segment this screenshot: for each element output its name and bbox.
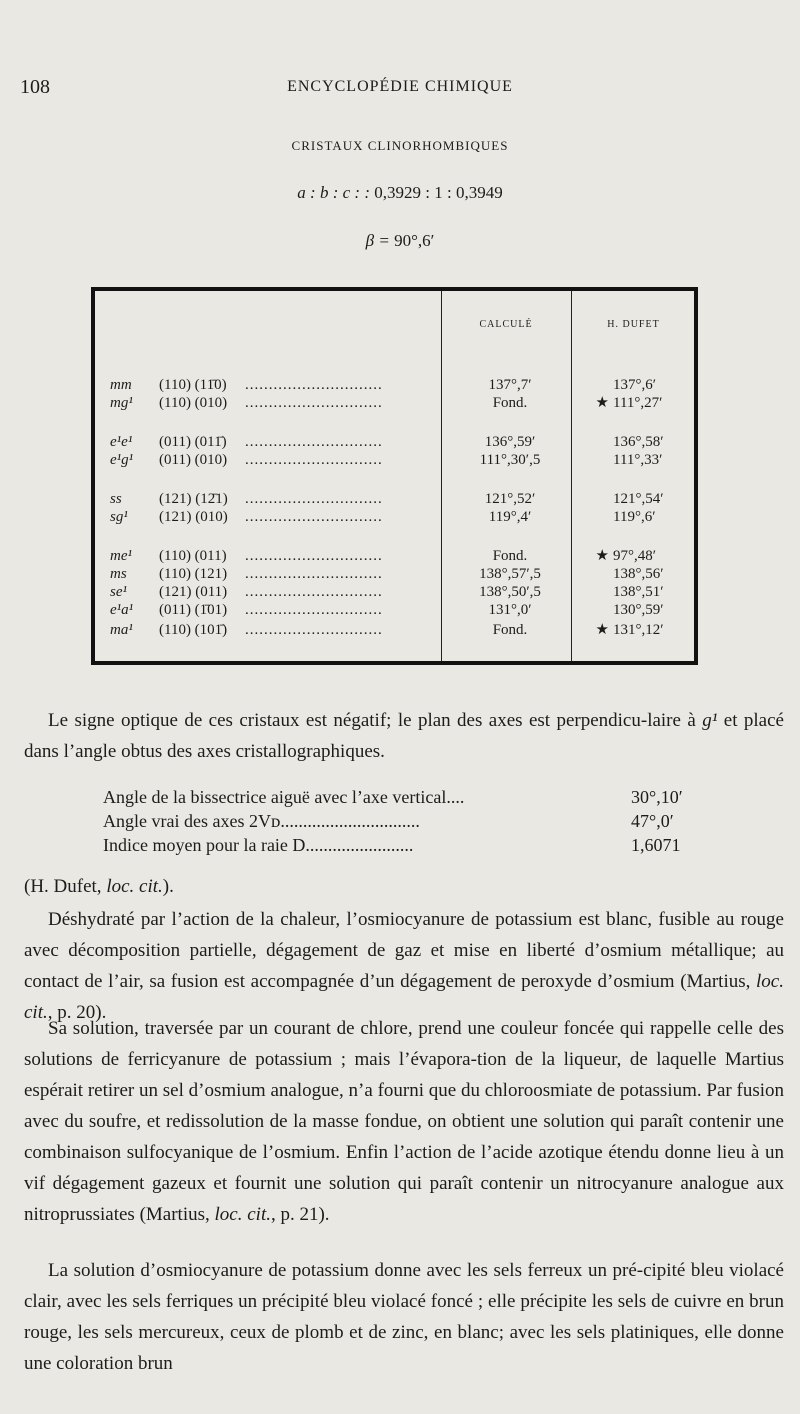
- cell-indices: (121) (010): [159, 509, 228, 525]
- cell-dufet: 138°,56′: [613, 566, 664, 582]
- p3-text-a: Sa solution, traversée par un courant de chlore, prend une couleur foncée qui rappelle celle des solutions de ferricyanure de potassium ; mais l’évapora-tion de la liqueur, de laquelle Martius espérait retirer un sel d’osmium analogue, n’a fourni que du chloroosmiate de potassium. Par fusion avec du soufre, et redissolution de la masse fondue, on obtient une solution qui paraît contenir une combinaison sulfocyanique de l’osmium. Enfin l’action de l’acide azotique étendu donne lieu à un vif dégagement gazeux et fournit une solution qui paraît contenir un nitrocyanure analogue aux nitroprussiates (Martius,: [24, 1018, 784, 1225]
- table-row: [95, 377, 695, 394]
- cell-indices: (110) (011): [159, 548, 227, 564]
- axial-ratio-label: a : b : c : :: [297, 183, 370, 202]
- p1-g1: g¹: [702, 710, 718, 731]
- cell-dufet: 97°,48′: [613, 548, 657, 564]
- cell-calcule: Fond.: [492, 548, 528, 564]
- cell-symbol: ss: [110, 491, 122, 507]
- section-title: CRISTAUX CLINORHOMBIQUES: [291, 138, 509, 153]
- p4-text: La solution d’osmiocyanure de potassium donne avec les sels ferreux un pré-cipité bleu violacé clair, avec les sels ferriques un précipité bleu violacé foncé ; elle précipite les sels de cuivre en brun rouge, les sels mercureux, ceux de plomb et de zinc, en blanc; avec les sels platiniques, elle donne une coloration brun: [24, 1260, 784, 1374]
- cell-calcule: 111°,30′,5: [479, 452, 541, 468]
- table-row: [95, 434, 695, 451]
- cell-dots: .............................: [245, 434, 383, 450]
- cell-symbol: e¹g¹: [110, 452, 134, 468]
- cell-calcule: 138°,57′,5: [479, 566, 541, 582]
- cell-symbol: e¹e¹: [110, 434, 133, 450]
- cell-calcule: 137°,7′: [488, 377, 532, 393]
- source-text-a: (H. Dufet,: [24, 876, 107, 897]
- cell-star: ★: [595, 548, 609, 564]
- cell-symbol: mg¹: [110, 395, 133, 411]
- cell-calcule: Fond.: [492, 395, 528, 411]
- optical-value: 1,6071: [631, 835, 681, 855]
- optical-label: Angle vrai des axes 2Vᴅ...............................: [103, 811, 420, 831]
- header-dufet: H. DUFET: [607, 319, 660, 330]
- cell-indices: (011) (011̄): [159, 434, 227, 450]
- p2-text-a: Déshydraté par l’action de la chaleur, l’osmiocyanure de potassium est blanc, fusible au rouge avec décomposition partielle, dégagement de gaz et mise en liberté d’osmium métallique; au contact de l’air, sa fusion est accompagnée d’un dégagement de peroxyde d’osmium (Martius,: [24, 909, 784, 992]
- cell-dots: .............................: [245, 566, 383, 582]
- cell-indices: (110) (101̄): [159, 622, 228, 638]
- optical-row: [103, 787, 703, 809]
- table-row: [95, 584, 695, 601]
- paragraph-optical-sign: [24, 705, 784, 767]
- cell-calcule: 119°,4′: [488, 509, 532, 525]
- cell-star: ★: [595, 622, 609, 638]
- cell-dufet: 121°,54′: [613, 491, 664, 507]
- p3-text-b: , p. 21).: [270, 1204, 330, 1225]
- page-number: 108: [20, 76, 50, 98]
- table-row: [95, 566, 695, 583]
- cell-indices: (011) (1̄01): [159, 602, 228, 618]
- optical-value: 47°,0′: [631, 811, 674, 831]
- axial-ratio: [0, 183, 800, 203]
- table-row: [95, 395, 695, 412]
- header-calcule: CALCULÉ: [479, 319, 533, 330]
- cell-indices: (121) (12̄1): [159, 491, 228, 507]
- cell-dots: .............................: [245, 584, 383, 600]
- table-row: [95, 548, 695, 565]
- optical-label: Angle de la bissectrice aiguë avec l’axe vertical....: [103, 787, 465, 807]
- cell-calcule: 131°,0′: [488, 602, 532, 618]
- cell-dots: .............................: [245, 491, 383, 507]
- table-row: [95, 509, 695, 526]
- source-text-b: ).: [162, 876, 174, 897]
- cell-symbol: sg¹: [110, 509, 128, 525]
- optical-value: 30°,10′: [631, 787, 683, 807]
- beta-label: β =: [365, 231, 390, 250]
- axial-ratio-values: 0,3929 : 1 : 0,3949: [374, 183, 503, 202]
- paragraph-reactions: [24, 1255, 784, 1379]
- source-citation: [24, 876, 174, 898]
- paragraph-dehydration: [24, 904, 784, 1028]
- cell-dufet: 136°,58′: [613, 434, 664, 450]
- optical-row: [103, 835, 703, 857]
- cell-dufet: 111°,27′: [613, 395, 663, 411]
- cell-symbol: e¹a¹: [110, 602, 134, 618]
- cell-symbol: me¹: [110, 548, 132, 564]
- cell-dots: .............................: [245, 602, 383, 618]
- cell-dots: .............................: [245, 377, 383, 393]
- angle-table: [91, 287, 698, 665]
- running-head: ENCYCLOPÉDIE CHIMIQUE: [287, 78, 513, 95]
- cell-indices: (110) (010): [159, 395, 228, 411]
- cell-dufet: 138°,51′: [613, 584, 664, 600]
- cell-dots: .............................: [245, 452, 383, 468]
- cell-dufet: 130°,59′: [613, 602, 664, 618]
- beta-angle: [0, 231, 800, 251]
- cell-dufet: 119°,6′: [613, 509, 656, 525]
- p2-text-b: , p. 20).: [47, 1002, 107, 1023]
- cell-symbol: mm: [110, 377, 132, 393]
- cell-calcule: 121°,52′: [484, 491, 536, 507]
- p3-loc: loc. cit.: [214, 1204, 271, 1225]
- cell-symbol: ms: [110, 566, 127, 582]
- beta-value: 90°,6′: [394, 231, 435, 250]
- source-loc: loc. cit.: [106, 876, 163, 897]
- cell-symbol: se¹: [110, 584, 127, 600]
- p1-text-a: Le signe optique de ces cristaux est négatif; le plan des axes est perpendicu-laire à: [48, 710, 703, 731]
- cell-indices: (110) (11̄0): [159, 377, 227, 393]
- page-header: [0, 76, 800, 102]
- cell-indices: (011) (010): [159, 452, 228, 468]
- optical-row: [103, 811, 703, 833]
- cell-dots: .............................: [245, 548, 383, 564]
- optical-label: Indice moyen pour la raie D........................: [103, 835, 414, 855]
- cell-dots: .............................: [245, 395, 383, 411]
- cell-calcule: 138°,50′,5: [479, 584, 541, 600]
- cell-symbol: ma¹: [110, 622, 133, 638]
- cell-calcule: 136°,59′: [484, 434, 536, 450]
- cell-dots: .............................: [245, 509, 383, 525]
- cell-dufet: 111°,33′: [613, 452, 663, 468]
- table-row: [95, 602, 695, 619]
- table-row: [95, 452, 695, 469]
- cell-dufet: 137°,6′: [613, 377, 657, 393]
- cell-indices: (121) (011): [159, 584, 228, 600]
- p1-text-b: et placé dans l’angle obtus des axes cristallographiques.: [24, 710, 784, 762]
- paragraph-chlorine: [24, 1013, 784, 1230]
- cell-indices: (110) (121): [159, 566, 228, 582]
- table-row: [95, 622, 695, 639]
- cell-dufet: 131°,12′: [613, 622, 664, 638]
- cell-dots: .............................: [245, 622, 383, 638]
- table-row: [95, 491, 695, 508]
- p2-loc: loc. cit.: [24, 971, 784, 1023]
- cell-star: ★: [595, 395, 609, 411]
- cell-calcule: Fond.: [492, 622, 528, 638]
